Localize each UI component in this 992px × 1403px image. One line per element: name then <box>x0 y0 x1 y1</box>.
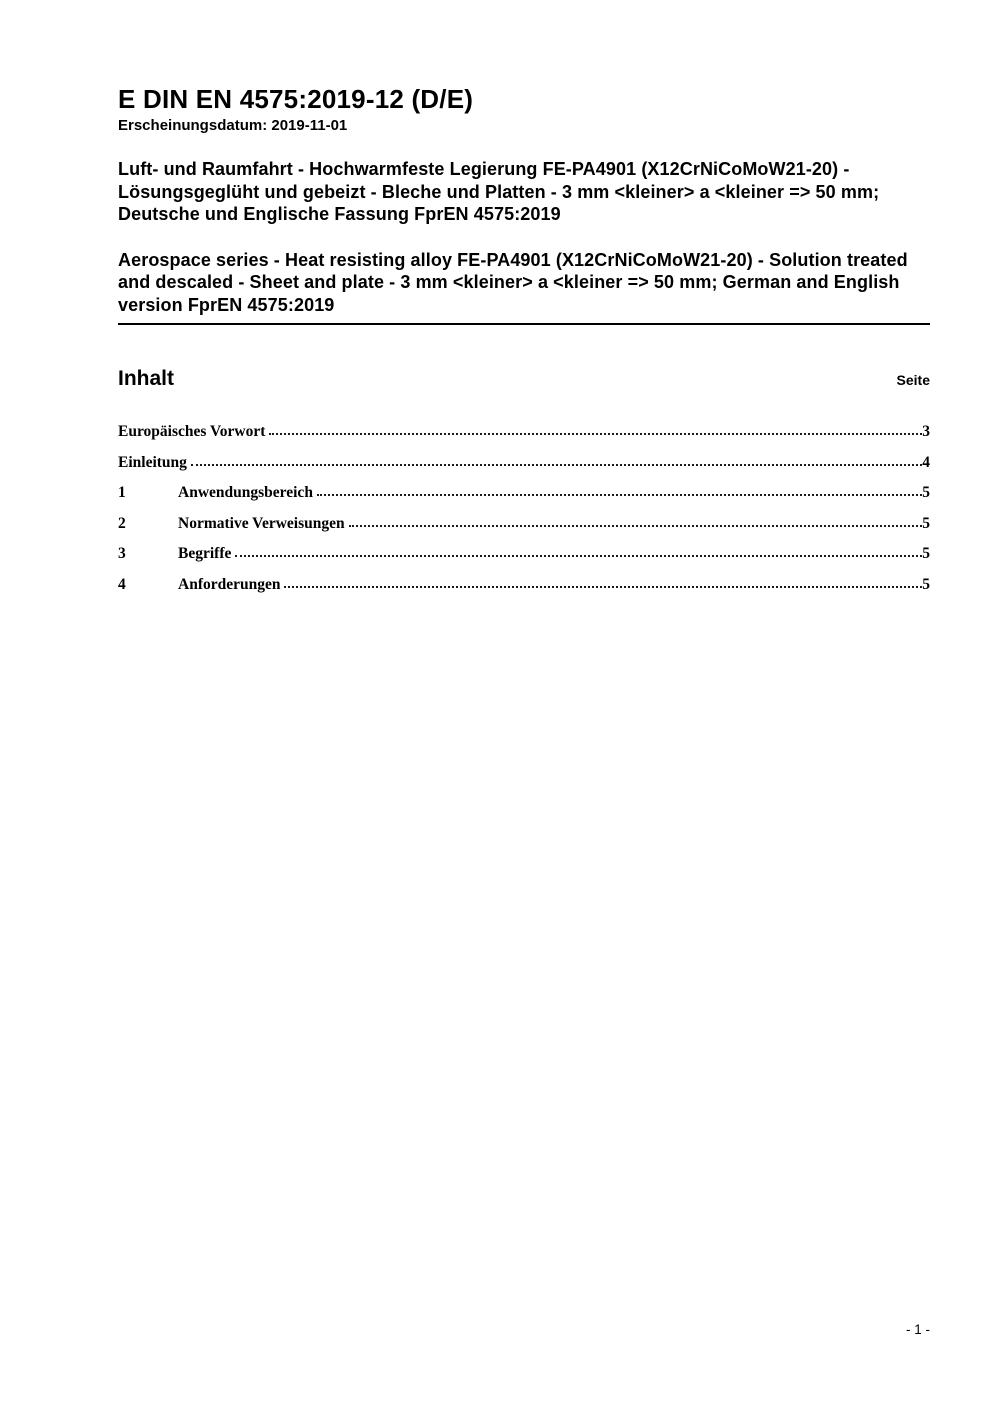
toc-entry-title: Normative Verweisungen <box>178 514 345 532</box>
toc-dot-leader <box>317 494 922 496</box>
toc-entry-page: 5 <box>922 575 930 593</box>
footer-page-number: - 1 - <box>905 1322 930 1337</box>
toc-entry-page: 5 <box>922 484 930 502</box>
publication-date: Erscheinungsdatum: 2019-11-01 <box>118 117 348 135</box>
toc-entry-number: 4 <box>118 575 126 593</box>
toc-page-column-label: Seite <box>896 372 930 389</box>
document-title-german: Luft- und Raumfahrt - Hochwarmfeste Legierung FE-PA4901 (X12CrNiCoMoW21-20) - Lösungsgeglüht und gebeizt - Bleche und Platten - 3 mm <kleiner> a <kleiner => 50 mm; Deutsche und Englische Fassung FprEN 4575:2019 <box>118 159 880 225</box>
toc-entry-title: Anforderungen <box>178 575 281 593</box>
page-content <box>118 0 930 606</box>
toc-entry-number: 3 <box>118 545 126 563</box>
toc-entry-number: 2 <box>118 514 126 532</box>
toc-entry-row[interactable] <box>118 545 930 576</box>
toc-entry-title: Begriffe <box>178 545 232 563</box>
toc-dot-leader <box>191 464 922 466</box>
toc-entry-title: Europäisches Vorwort <box>118 423 266 441</box>
toc-entry-row[interactable] <box>118 515 930 546</box>
toc-entry-row[interactable] <box>118 484 930 515</box>
toc-entry-row[interactable] <box>118 576 930 607</box>
toc-entry-page: 5 <box>922 514 930 532</box>
title-divider-rule <box>118 323 930 325</box>
toc-header <box>118 367 930 391</box>
toc-entry-number: 1 <box>118 484 126 502</box>
toc-dot-leader <box>349 525 923 527</box>
toc-entry-row[interactable] <box>118 423 930 454</box>
toc-dot-leader <box>235 555 922 557</box>
toc-entry-title: Einleitung <box>118 453 187 471</box>
toc-entry-title: Anwendungsbereich <box>178 484 313 502</box>
toc-entry-page: 3 <box>922 423 930 441</box>
toc-entry-row[interactable] <box>118 454 930 485</box>
toc-dot-leader <box>269 433 922 435</box>
document-number-title: E DIN EN 4575:2019-12 (D/E) <box>118 84 474 114</box>
toc-dot-leader <box>284 586 922 588</box>
toc-heading: Inhalt <box>118 367 174 391</box>
toc-list <box>118 423 930 606</box>
document-title-english: Aerospace series - Heat resisting alloy FE-PA4901 (X12CrNiCoMoW21-20) - Solution treated and descaled - Sheet and plate - 3 mm <kleiner> a <kleiner => 50 mm; German and English version FprEN 4575:2019 <box>118 249 908 315</box>
toc-entry-page: 4 <box>922 453 930 471</box>
toc-entry-page: 5 <box>922 545 930 563</box>
